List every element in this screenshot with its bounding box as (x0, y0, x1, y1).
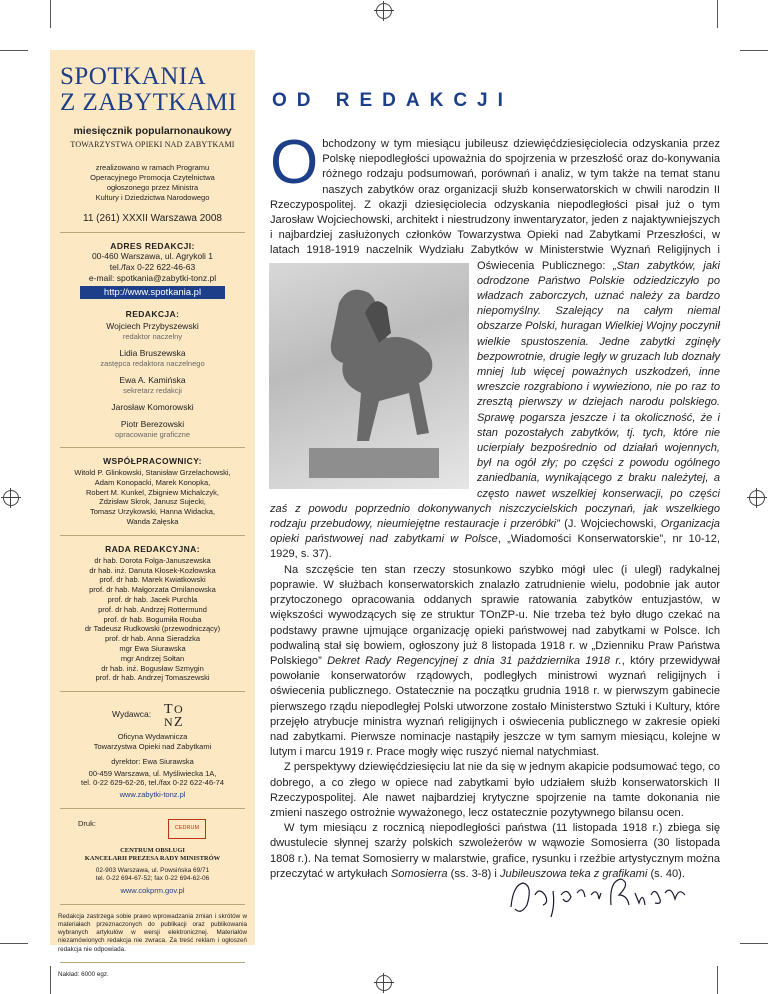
magazine-logo (50, 50, 255, 116)
program-note (70, 163, 235, 203)
crop-mark (740, 943, 768, 944)
article-quote: „Stan zabytków, jaki odrodzone Państwo Polskie odziedziczyło po władzach zaborczych, uznać należy za bardzo niepomyślny. Szalejący na całym niemal obszarze Polski, huragan Wielkiej Wojny poczynił wielkie spustoszenia. Jedne zabytki zginęły bezpowrotnie, drugie legły w gruzach lub doznały mniej lub więcej poważnych uszkodzeń, inne wreszcie rozgrabiono i wywieziono, nie po raz to zresztą pierwszy w dziejach narodu polskiego. Sprawę pogarsza jeszcze i ta okoliczność, że i stan pozostałych zabytków, tj. tych, które nie ucierpiały bezpośrednio od działań wojennych, był na ogół zły; po części z powodu ogólnego zaniedbania, wynikającego z braku należytej, a często nawet wszelkiej konserwacji, po części zaś z powodu poprzednio dokonywanych niszczycielskich poczynań, jak wszelkiego rodzaju przebudowy, nieumiejętne restauracje i przeróbki” (270, 259, 721, 531)
publisher-website-link[interactable]: www.zabytki-tonz.pl (119, 790, 186, 800)
staff-name: Piotr Berezowski (120, 419, 185, 429)
monument-photo (269, 263, 469, 489)
svg-text:O: O (174, 702, 183, 717)
board-member: prof. dr hab. Bogumiła Rouba (103, 614, 202, 624)
publisher-address-line: tel. 0-22 629-62-26, tel./fax 0-22 622-46-74 (80, 778, 224, 788)
circulation: Nakład: 6000 egz. (58, 970, 109, 978)
article-reference: Somosierra (390, 867, 448, 880)
equestrian-statue-image (269, 263, 469, 489)
divider (60, 535, 245, 536)
article-reference: Jubileuszowa teka z grafikami (499, 867, 648, 880)
article-citation: (J. Wojciechowski, (559, 518, 661, 531)
board-member: prof. dr hab. Anna Sieradzka (104, 634, 201, 644)
board-member: prof. dr hab. Jacek Purchla (107, 594, 198, 604)
contributors-line: Wanda Załęska (126, 516, 179, 526)
printer-logo-icon (168, 819, 206, 839)
program-line: zrealizowano w ramach Programu (95, 163, 210, 172)
crop-mark (0, 943, 28, 944)
address-line: 00-460 Warszawa, ul. Agrykoli 1 (91, 251, 214, 261)
article-text: bchodzony w tym miesiącu jubileusz dziewięćdziesięciolecia odzyskania przez Polskę niepodległości upoważnia do spojrzenia w przeszłość oraz do-konywania różnego rodzaju podsumowań, porównań i analiz, w tym także na temat stanu naszych zabytków oraz organizacji służb konserwatorskich w chwili narodzin II Rzeczypospolitej. Z okazji dziesięciolecia odzyskania niepodległości pisał już o tym Jarosław Wojciechowski, architekt i niestrudzony inwentaryzator, jeden z najaktywniejszych i najbardziej zasłużonych członków Towarzystwa Opieki nad Zabytkami Przeszłości, w latach 1918-1919 naczelnik Wydziału Zabytków w Ministerstwie Wyznań Religijnych i Oświecenia Publicznego: (270, 138, 720, 272)
staff-heading: REDAKCJA: (125, 309, 180, 319)
address-phone: tel./fax 0-22 622-46-63 (109, 262, 196, 272)
registration-mark (376, 3, 392, 19)
magazine-subtitle: miesięcznik popularnonaukowy (73, 125, 232, 137)
article-text: (s. 40). (647, 867, 685, 880)
crop-mark (0, 50, 28, 51)
board-member: dr hab. inż. Bogusław Szmygin (101, 663, 204, 673)
contributors-line: Zdzisław Skrok, Janusz Sujecki, (99, 497, 206, 507)
crop-mark (717, 0, 718, 28)
divider (60, 691, 245, 692)
board-member: mgr Andrzej Sołtan (120, 653, 185, 663)
registration-mark (376, 975, 392, 991)
contributors-list (58, 468, 247, 527)
divider (60, 904, 245, 905)
board-member: dr hab. inż. Danuta Kłosek-Kozłowska (89, 565, 216, 575)
board-member: prof. dr hab. Marek Kwiatkowski (99, 575, 206, 585)
staff-name: Jarosław Komorowski (111, 402, 194, 412)
program-line: Kultury i Dziedzictwa Narodowego (95, 193, 210, 202)
board-heading: RADA REDAKCYJNA: (105, 543, 200, 554)
publisher-director: dyrektor: Ewa Siurawska (111, 756, 194, 766)
printer-name-line: CENTRUM OBSŁUGI (120, 846, 185, 854)
editorial-address (50, 251, 255, 284)
publisher-block (50, 700, 255, 728)
board-member: prof. dr hab. Andrzej Tomaszewski (95, 673, 210, 683)
publisher-name (58, 732, 247, 752)
staff-name: Ewa A. Kamińska (119, 375, 186, 385)
printer-block (50, 817, 255, 845)
masthead-sidebar (50, 50, 255, 978)
contributors-line: Robert M. Kunkel, Zbigniew Michalczyk, (86, 487, 219, 497)
printer-address-line: tel. 0-22 694-67-52; fax 0-22 694-62-06 (95, 875, 210, 883)
citation-title: Organizacja opieki państwowej nad zabytkami w Polsce (270, 518, 720, 546)
divider (60, 232, 245, 233)
board-member: prof. dr hab. Małgorzata Omilanowska (89, 585, 216, 595)
printer-address-line: 02-903 Warszawa, ul. Powsińska 69/71 (95, 866, 210, 874)
crop-mark (50, 966, 51, 994)
section-title: OD REDAKCJI (272, 90, 513, 111)
printer-name (58, 847, 247, 863)
program-line: ogłoszonego przez Ministra (106, 183, 199, 192)
divider (60, 447, 245, 448)
divider (60, 808, 245, 809)
board-member: prof. dr hab. Andrzej Rottermund (98, 604, 207, 614)
printer-logo-text: CEDRUM (174, 824, 200, 831)
tonz-logo-icon (162, 700, 188, 728)
staff-role: zastępca redaktora naczelnego (100, 359, 205, 368)
staff-name: Wojciech Przybyszewski (106, 321, 199, 331)
website-link[interactable]: http://www.spotkania.pl (80, 286, 225, 299)
article-text: , który przewidywał powołanie konserwatorów rządowych, podległych ministrowi wyznań religijnych i oświecenia publicznego. Ostatecznie na początku grudnia 1918 r. w pierwszym gabinecie pierwszego rządu niepodległej Polski utworzone zostało Ministerstwo Sztuki i Kultury, które przejęło atrybucje ministra wyznań religijnych i oświecenia publicznego w zakresie opieki nad zabytkami. Pierwsze nominacje nastąpiły jeszcze w tym samym miesiącu, kolejne w lutym i marcu 1919 r. Prace mogły więc ruszyć niemal natychmiast. (270, 654, 720, 759)
contributors-heading: WSPÓŁPRACOWNICY: (103, 456, 202, 466)
staff-role: opracowanie graficzne (114, 430, 191, 439)
drop-cap: O (270, 128, 319, 197)
publisher-name-line: Towarzystwa Opieki nad Zabytkami (93, 741, 212, 751)
logo-line-2: Z ZABYTKAMI (60, 89, 238, 116)
printer-name-line: KANCELARII PREZESA RADY MINISTRÓW (84, 854, 221, 862)
crop-mark (50, 0, 51, 28)
article-citation: , „Wiadomości Konserwatorskie”, nr 10-12, 1929, s. 37). (270, 533, 721, 561)
board-member: dr Tadeusz Rudkowski (przewodniczący) (84, 624, 221, 634)
staff-role: redaktor naczelny (122, 332, 183, 341)
crop-mark (717, 966, 718, 994)
editorial-article (270, 128, 721, 882)
publisher-name-line: Oficyna Wydawnicza (117, 732, 188, 742)
svg-text:Z: Z (174, 715, 183, 729)
registration-mark (3, 490, 19, 506)
divider (60, 962, 245, 963)
board-member: mgr Ewa Siurawska (119, 643, 186, 653)
issue-number: 11 (261) XXXII Warszawa 2008 (83, 213, 222, 224)
logo-line-1: SPOTKANIA (60, 63, 207, 90)
printer-address (58, 867, 247, 884)
printer-label: Druk: (78, 818, 96, 828)
board-member: dr hab. Dorota Folga-Januszewska (94, 555, 211, 565)
address-email[interactable]: e-mail: spotkania@zabytki-tonz.pl (88, 273, 217, 283)
staff-role: sekretarz redakcji (123, 386, 182, 395)
publisher-label: Wydawca: (112, 709, 152, 720)
contributors-line: Adam Konopacki, Marek Konopka, (94, 477, 211, 487)
printer-website-link[interactable]: www.cokprm.gov.pl (120, 885, 185, 895)
address-heading: ADRES REDAKCJI: (110, 241, 195, 251)
svg-text:N: N (164, 715, 173, 729)
article-text: Na szczęście ten stan rzeczy stosunkowo szybko mógł ulec (i uległ) radykalnej poprawie. W służbach konserwatorskich znalazło zatrudnienie wielu, podobnie jak autor przytoczonego opracowania oddanych sprawie ratowania zabytków entuzjastów, w większości wywodzących się ze struktur TOnZP-u. Nie trzeba też było długo czekać na podstawy prawne ujmujące organizację opieki państwowej nad zabytkami w Polsce. Ich podwaliną stał się bowiem, ogłoszony już 8 listopada 1918 r. w „Dzienniku Praw Państwa Polskiego” (270, 563, 720, 667)
article-text: Z perspektywy dziewięćdziesięciu lat nie da się w jednym akapicie podsumować tego, co dobrego, a co złego w opiece nad zabytkami było udziałem służb konserwatorskich II Rzeczypospolitej. Ale nawet najbardziej krytyczne spojrzenie na tamte dokonania nie zmieni naszego ostrożnie wyważonego, lecz ostatecznie pozytywnego bilansu ocen. (270, 761, 720, 819)
board-list (58, 556, 247, 683)
editor-signature (505, 865, 695, 925)
decree-title: Dekret Rady Regencyjnej z dnia 31 października 1918 r. (327, 654, 622, 667)
contributors-line: Tomasz Urzykowski, Hanna Widacka, (89, 507, 216, 517)
publisher-address (58, 769, 247, 789)
program-line: Operacyjnego Promocja Czytelnictwa (90, 173, 215, 182)
editorial-disclaimer: Redakcja zastrzega sobie prawo wprowadzania zmian i skrótów w materiałach przeznaczonych do publikacji oraz publikowania wybranych artykułów w wersji elektronicznej. Materiałów niezamówionych redakcja nie zwraca. Za treść reklam i ogłoszeń redakcja nie odpowiada. (58, 912, 247, 953)
crop-mark (740, 50, 768, 51)
article-text: W tym miesiącu z rocznicą niepodległości państwa (11 listopada 1918 r.) zbiega się dwustulecie słynnej szarży polskich szwoleżerów w wąwozie Somosierra (30 listopada 1808 r.). Na temat Somosierry w malarstwie, grafice, rysunku i rzeźbie artystycznym można przeczytać w artykułach (270, 822, 720, 880)
publisher-address-line: 00-459 Warszawa, ul. Myśliwiecka 1A, (88, 768, 217, 778)
publisher-line: TOWARZYSTWA OPIEKI NAD ZABYTKAMI (70, 140, 235, 149)
contributors-line: Witold P. Glinkowski, Stanisław Grzelachowski, (74, 468, 231, 477)
svg-text:T: T (164, 702, 173, 718)
registration-mark (749, 490, 765, 506)
article-text: (ss. 3-8) i (447, 867, 500, 880)
staff-name: Lidia Bruszewska (119, 348, 186, 358)
